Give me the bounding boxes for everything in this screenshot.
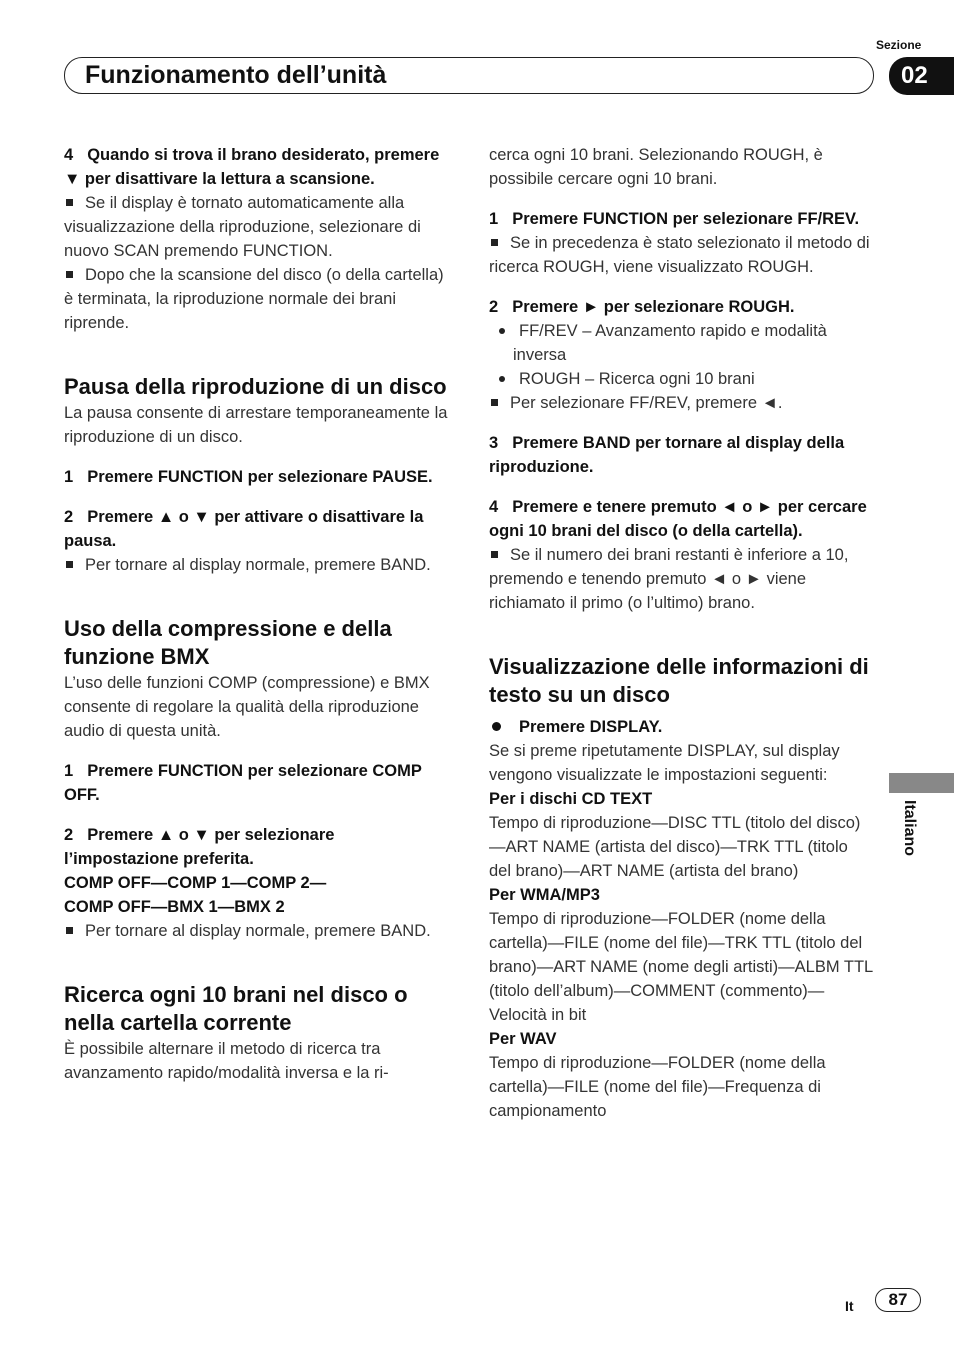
paragraph: Tempo di riproduzione—FOLDER (nome della cartella)—FILE (nome del file)—Frequenza di campionamento <box>489 1054 826 1120</box>
list-item: ROUGH – Ricerca ogni 10 brani <box>489 367 874 391</box>
square-bullet-icon <box>491 399 498 406</box>
paragraph: L’uso delle funzioni COMP (compressione) e BMX consente di regolare la qualità della riproduzione audio di questa unità. <box>64 674 430 740</box>
note: Se in precedenza è stato selezionato il metodo di ricerca ROUGH, viene visualizzato ROUGH. <box>489 234 870 276</box>
paragraph: Tempo di riproduzione—DISC TTL (titolo del disco)—ART NAME (artista del disco)—TRK TTL (titolo del brano)—ART NAME (artista del brano) <box>489 814 861 880</box>
note: Se il display è tornato automaticamente alla visualizzazione della riproduzione, selezionare di nuovo SCAN premendo FUNCTION. <box>64 194 421 260</box>
paragraph: È possibile alternare il metodo di ricerca tra avanzamento rapido/modalità inversa e la ri- <box>64 1040 389 1082</box>
comp-sequence: COMP OFF—COMP 1—COMP 2— <box>64 874 327 892</box>
heading-pause: Pausa della riproduzione di un disco <box>64 374 447 399</box>
step-1: 1 Premere FUNCTION per selezionare COMP OFF. <box>64 762 422 804</box>
paragraph: cerca ogni 10 brani. Selezionando ROUGH, è possibile cercare ogni 10 brani. <box>489 146 823 188</box>
square-bullet-icon <box>66 271 73 278</box>
paragraph: La pausa consente di arrestare temporaneamente la riproduzione di un disco. <box>64 404 448 446</box>
step-2: 2 Premere ► per selezionare ROUGH. <box>489 298 795 316</box>
step-4: 4 Premere e tenere premuto ◄ o ► per cercare ogni 10 brani del disco (o della cartella). <box>489 498 867 540</box>
paragraph: Se si preme ripetutamente DISPLAY, sul display vengono visualizzate le impostazioni seguenti: <box>489 742 840 784</box>
language-tab <box>889 773 954 793</box>
step-1: 1 Premere FUNCTION per selezionare PAUSE. <box>64 468 433 486</box>
right-column <box>489 143 874 1123</box>
comp-sequence: COMP OFF—BMX 1—BMX 2 <box>64 898 285 916</box>
sezione-label: Sezione <box>876 38 922 52</box>
square-bullet-icon <box>491 551 498 558</box>
step-display: Premere DISPLAY. <box>489 715 874 739</box>
square-bullet-icon <box>66 927 73 934</box>
bullet-icon <box>499 328 505 334</box>
subheading-wma: Per WMA/MP3 <box>489 886 600 904</box>
step-3: 3 Premere BAND per tornare al display della riproduzione. <box>489 434 845 476</box>
section-badge: 02 <box>889 57 954 95</box>
list-item: FF/REV – Avanzamento rapido e modalità inversa <box>489 319 874 367</box>
step-2: 2 Premere ▲ o ▼ per selezionare l’impostazione preferita. <box>64 826 335 868</box>
header-bar <box>64 57 874 94</box>
page-number: 87 <box>875 1288 921 1312</box>
heading-comp: Uso della compressione e della funzione BMX <box>64 616 392 669</box>
step-1: 1 Premere FUNCTION per selezionare FF/REV. <box>489 210 860 228</box>
bullet-icon <box>492 722 501 731</box>
bullet-icon <box>499 376 505 382</box>
note: Se il numero dei brani restanti è inferiore a 10, premendo e tenendo premuto ◄ o ► viene richiamato il primo (o l’ultimo) brano. <box>489 546 849 612</box>
step-4: 4 Quando si trova il brano desiderato, premere ▼ per disattivare la lettura a scansione. <box>64 146 440 188</box>
square-bullet-icon <box>66 199 73 206</box>
language-label: Italiano <box>901 800 918 857</box>
subheading-wav: Per WAV <box>489 1030 557 1048</box>
note: Per tornare al display normale, premere BAND. <box>64 553 449 577</box>
paragraph: Tempo di riproduzione—FOLDER (nome della cartella)—FILE (nome del file)—TRK TTL (titolo del brano)—ART NAME (nome degli artisti)—ALBM TTL (titolo dell’album)—COMMENT (commento)—Velocità in bit <box>489 910 873 1024</box>
square-bullet-icon <box>491 239 498 246</box>
square-bullet-icon <box>66 561 73 568</box>
note: Per tornare al display normale, premere BAND. <box>64 919 449 943</box>
page-title: Funzionamento dell’unità <box>85 61 387 89</box>
heading-text-info: Visualizzazione delle informazioni di testo su un disco <box>489 654 869 707</box>
heading-search: Ricerca ogni 10 brani nel disco o nella cartella corrente <box>64 982 408 1035</box>
subheading-cd-text: Per i dischi CD TEXT <box>489 790 653 808</box>
note: Per selezionare FF/REV, premere ◄. <box>489 391 874 415</box>
footer-lang-code: It <box>845 1298 854 1314</box>
step-2: 2 Premere ▲ o ▼ per attivare o disattivare la pausa. <box>64 508 424 550</box>
note: Dopo che la scansione del disco (o della cartella) è terminata, la riproduzione normale dei brani riprende. <box>64 266 444 332</box>
left-column <box>64 143 449 1085</box>
